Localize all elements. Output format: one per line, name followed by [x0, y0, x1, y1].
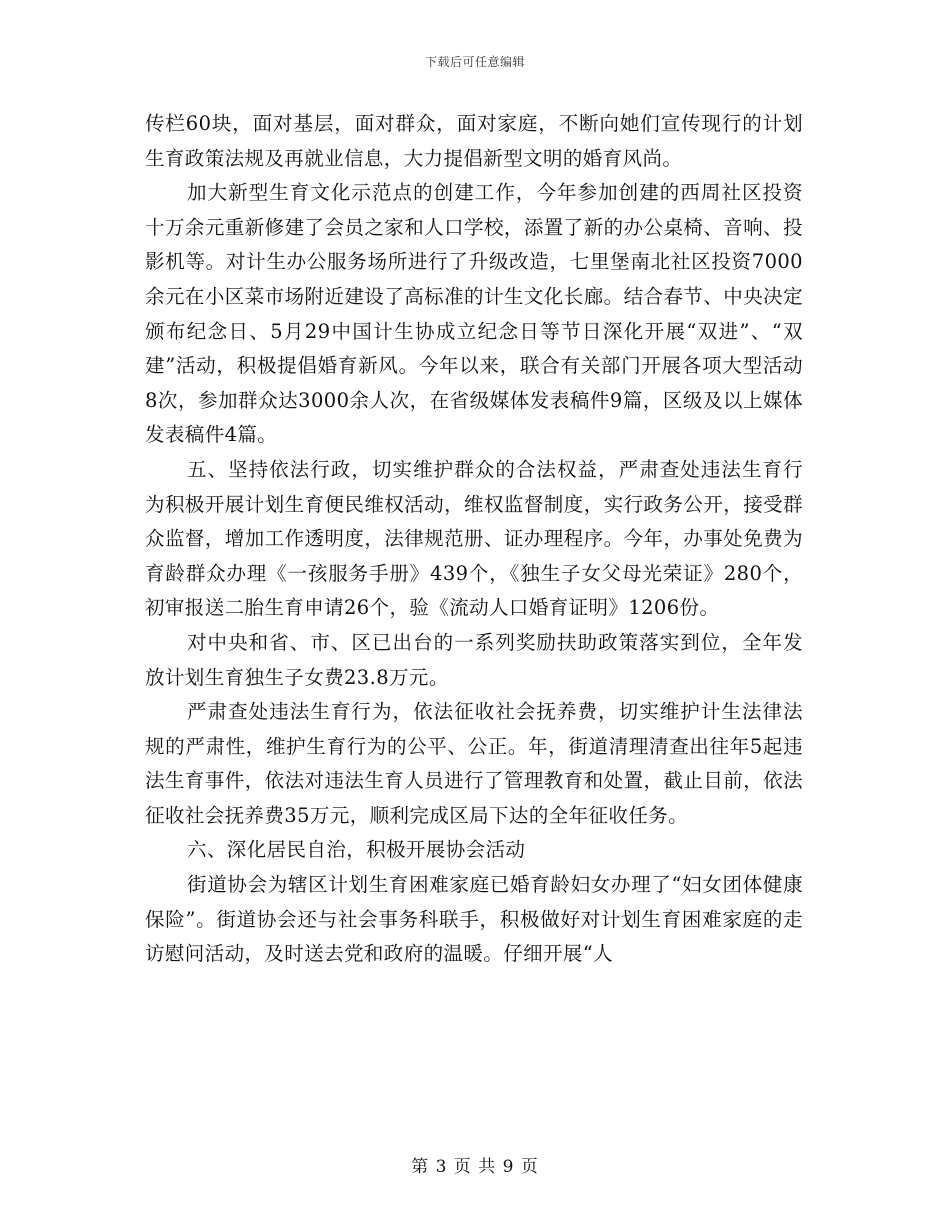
page-header: 下载后可任意编辑	[424, 55, 525, 69]
paragraph: 五、坚持依法行政，切实维护群众的合法权益，严肃查处违法生育行为积极开展计划生育便民维权活动，维权监督制度，实行政务公开，接受群众监督，增加工作透明度，法律规范册、证办理程序。今年，办事处免费为育龄群众办理《一孩服务手册》439个，《独生子女父母光荣证》280个，初审报送二胎生育申请26个，验《流动人口婚育证明》1206份。	[145, 457, 803, 620]
paragraph: 加大新型生育文化示范点的创建工作，今年参加创建的西周社区投资十万余元重新修建了会员之家和人口学校，添置了新的办公桌椅、音响、投影机等。对计生办公服务场所进行了升级改造，七里堡南北社区投资7000余元在小区菜市场附近建设了高标准的计生文化长廊。结合春节、中央决定颁布纪念日、5月29中国计生协成立纪念日等节日深化开展“双进”、“双建”活动，积极提倡婚育新风。今年以来，联合有关部门开展各项大型活动8次，参加群众达3000余人次，在省级媒体发表稿件9篇，区级及以上媒体发表稿件4篇。	[145, 181, 803, 447]
paragraph: 严肃查处违法生育行为，依法征收社会抚养费，切实维护计生法律法规的严肃性，维护生育行为的公平、公正。年，街道清理清查出往年5起违法生育事件，依法对违法生育人员进行了管理教育和处置，截止目前，依法征收社会抚养费35万元，顺利完成区局下达的全年征收任务。	[145, 700, 803, 827]
paragraph: 对中央和省、市、区已出台的一系列奖励扶助政策落实到位，全年发放计划生育独生子女费23.8万元。	[145, 630, 803, 689]
section-heading: 六、深化居民自治，积极开展协会活动	[187, 838, 526, 862]
body-text	[145, 107, 803, 972]
page-number: 第 3 页 共 9 页	[411, 1157, 539, 1177]
paragraph: 传栏60块，面对基层，面对群众，面对家庭，不断向她们宣传现行的计划生育政策法规及再就业信息，大力提倡新型文明的婚育风尚。	[145, 112, 803, 170]
paragraph: 街道协会为辖区计划生育困难家庭已婚育龄妇女办理了“妇女团体健康保险”。街道协会还与社会事务科联手，积极做好对计划生育困难家庭的走访慰问活动，及时送去党和政府的温暖。仔细开展“人	[145, 873, 803, 966]
